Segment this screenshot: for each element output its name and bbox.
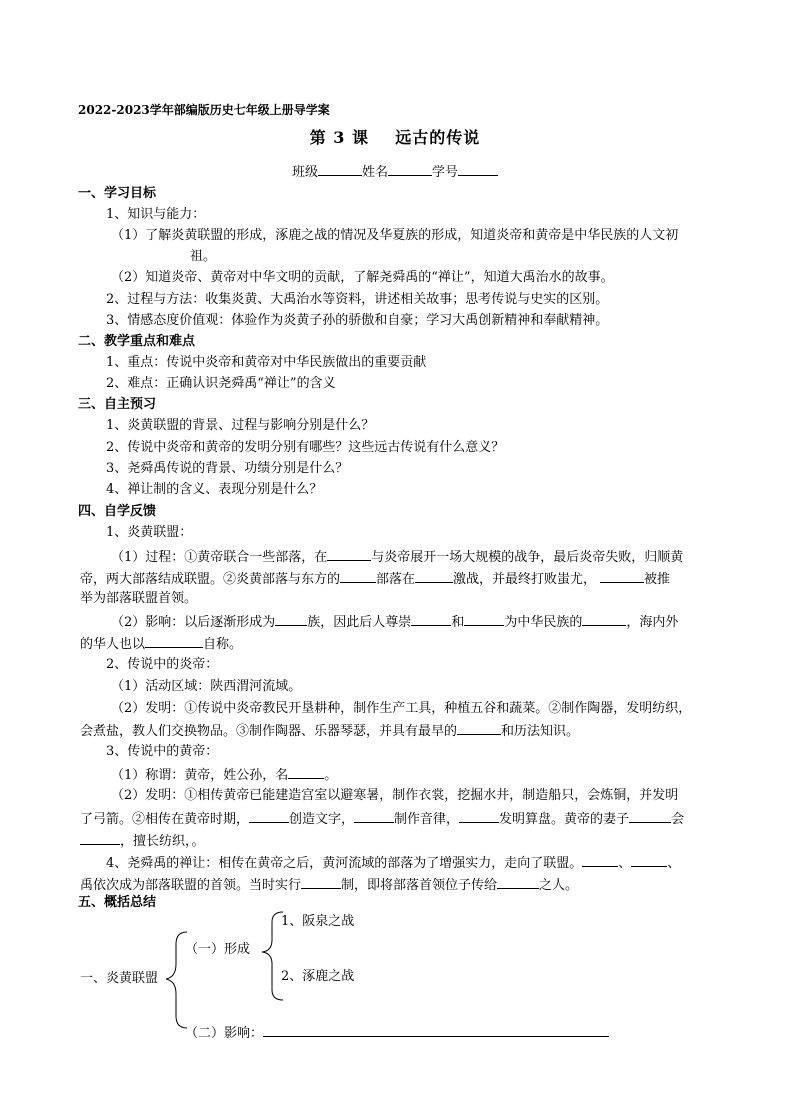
s4-item-2: 2、传说中的炎帝：: [106, 657, 219, 672]
summary-branch-formation: （一）形成: [185, 942, 251, 957]
s4-p1-text-d: 部落在: [376, 572, 416, 587]
s3-item-3: 3、尧舜禹传说的背景、功绩分别是什么？: [106, 461, 349, 476]
section-2-heading: 二、教学重点和难点: [78, 334, 196, 349]
summary-branch-impact-label: （二）影响：: [185, 1026, 264, 1041]
s4-r2-text-e: 发明算盘。黄帝的妻子: [499, 812, 630, 827]
summary-branch-impact: [185, 1022, 609, 1044]
name-label: 姓名: [361, 165, 388, 180]
s4-r2-text-c: 创造文字，: [289, 812, 355, 827]
s1-item-1a-cont: 祖。: [190, 249, 217, 264]
s2-item-2: 2、难点：正确认识尧舜禹“禅让”的含义: [106, 376, 336, 391]
section-5-heading: 五、概括总结: [78, 895, 157, 910]
blank-impact-answer[interactable]: [263, 1022, 609, 1037]
s4-p2-text-a: （2）影响：以后逐渐形成为: [111, 615, 276, 630]
s4-item-3: 3、传说中的黄帝：: [106, 744, 219, 759]
s4-r2-text-d: 制作音律，: [394, 812, 460, 827]
formation-brace: [262, 912, 283, 1000]
s4-q1: （1）活动区域：陕西渭河流域。: [111, 679, 302, 694]
s1-item-1b: （2）知道炎帝、黄帝对中华文明的贡献，了解尧舜禹的“禅让”，知道大禹治水的故事。: [111, 270, 614, 285]
s4-p1-text-b: 与炎帝展开一场大规模的战争，最后炎帝失败，归顺黄: [371, 550, 684, 565]
s4-p1-text-f: 被推: [644, 572, 671, 587]
s4-r2-text-g: ，擅长纺织，。: [120, 834, 205, 849]
s2-item-1: 1、重点：传说中炎帝和黄帝对中华民族做出的重要贡献: [106, 355, 427, 370]
section-3-heading: 三、自主预习: [78, 397, 157, 412]
s4-item4-text-d: 禹依次成为部落联盟的首领。当时实行: [80, 878, 302, 893]
summary-leaf-zhuolu: 2、涿鹿之战: [281, 969, 355, 984]
s4-q2-text-b: 会煮盐，教人们交换物品。③制作陶器、乐器琴瑟，并具有最早的: [80, 724, 458, 739]
s4-p2-text-d: 为中华民族的: [504, 615, 583, 630]
s4-item4-text-f: 之人。: [539, 878, 579, 893]
s4-p2-text-c: 和: [451, 615, 465, 630]
lesson-title-text: 第 3 课 远古的传说: [309, 128, 481, 147]
class-label: 班级: [291, 165, 318, 180]
summary-root: 一、炎黄联盟: [80, 971, 159, 986]
section-1-heading: 一、学习目标: [78, 186, 157, 201]
s3-item-1: 1、炎黄联盟的背景、过程与影响分别是什么？: [106, 418, 375, 433]
s4-r2-text-f: 会: [671, 812, 685, 827]
document-header: 2022-2023学年部编版历史七年级上册导学案: [78, 103, 330, 117]
s4-p2-text-b: 族，因此后人尊崇: [307, 615, 412, 630]
s4-p2-text-g: 自称。: [203, 637, 243, 652]
s4-item4-text-e: 制，即将部落首领位子传给: [341, 878, 498, 893]
s3-item-2: 2、传说中炎帝和黄帝的发明分别有哪些？这些远古传说有什么意义？: [106, 440, 505, 455]
summary-leaf-banquan: 1、阪泉之战: [281, 914, 355, 929]
s4-r2-text-b: 了弓箭。②相传在黄帝时期，: [80, 812, 250, 827]
s4-p2-text-e: ，海内外: [626, 615, 679, 630]
s4-q2-line1: （2）发明：①传说中炎帝教民开垦耕种，制作生产工具，种植五谷和蔬菜。②制作陶器，发明纺织，: [111, 701, 692, 716]
s4-p1-line3: 举为部落联盟首领。: [80, 591, 198, 606]
s4-q2-text-c: 和历法知识。: [501, 724, 580, 739]
s4-item-1: 1、炎黄联盟：: [106, 525, 193, 540]
s1-item-3: 3、情感态度价值观：体验作为炎黄子孙的骄傲和自豪；学习大禹创新精神和奉献精神。: [106, 313, 609, 328]
s4-p1-text-a: （1）过程：①黄帝联合一些部落，在: [111, 550, 328, 565]
s3-item-4: 4、禅让制的含义、表现分别是什么？: [106, 482, 323, 497]
s4-r1-text-a: （1）称谓：黄帝，姓公孙，名: [111, 768, 289, 783]
section-4-heading: 四、自学反馈: [78, 504, 157, 519]
s1-item-1: 1、知识与能力：: [106, 207, 206, 222]
s4-p1-text-c: 帝，两大部落结成联盟。②炎黄部落与东方的: [80, 572, 341, 587]
s4-r1-text-b: 。: [324, 768, 338, 783]
s4-item4-text-a: 4、尧舜禹的禅让：相传在黄帝之后，黄河流域的部落为了增强实力，走向了联盟。: [106, 856, 583, 871]
root-brace: [166, 932, 187, 1028]
s1-item-1a: （1）了解炎黄联盟的形成，涿鹿之战的情况及华夏族的形成，知道炎帝和黄帝是中华民族的人文初: [111, 228, 679, 243]
s4-p2-text-f: 的华人也以: [80, 637, 146, 652]
s4-item4-sep-1: 、: [618, 856, 632, 871]
number-label: 学号: [432, 165, 459, 180]
s4-r2-line1: （2）发明：①相传黄帝已能建造宫室以避寒暑，制作衣裳，挖掘水井，制造船只，会炼铜，并发明: [111, 788, 679, 803]
s4-item4-sep-2: 、: [667, 856, 681, 871]
s4-p1-text-e: 激战，并最终打败蚩尤，: [453, 572, 597, 587]
s1-item-2: 2、过程与方法：收集炎黄、大禹治水等资料，讲述相关故事；思考传说与史实的区别。: [106, 292, 609, 307]
